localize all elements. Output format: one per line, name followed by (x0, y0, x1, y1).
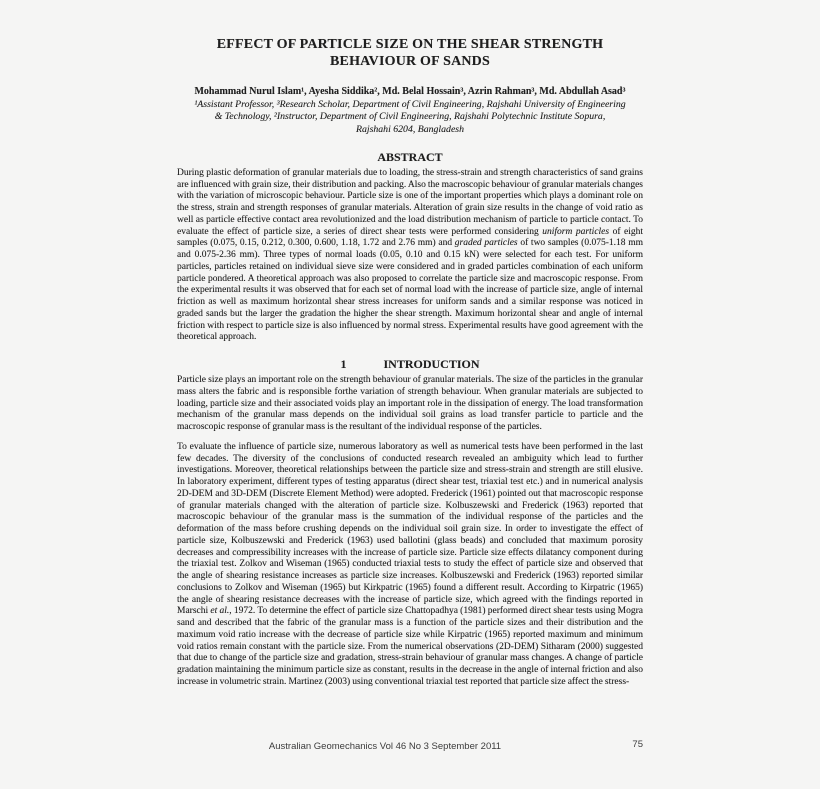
section-number: 1 (340, 357, 347, 372)
affiliation-line-3: Rajshahi 6204, Bangladesh (355, 124, 465, 136)
abstract-heading: ABSTRACT (377, 149, 443, 164)
intro-paragraph-1: Particle size plays an important role on the strength behaviour of granular materials. The size of the particles in the granular mass alters the fabric and is responsible forthe variation of strength behaviour. When granular materials are subjected to loading, particle size and their associated voids play an important role in the dissipation of energy. The load transformation mechanism of the granular mass depends on the individual soil grains as load transfer particle to particle and the macroscopic response of granular mass is the resultant of the individual response of the particles. (177, 375, 643, 433)
journal-line: Australian Geomechanics Vol 46 No 3 September 2011 (268, 741, 502, 752)
section-title: INTRODUCTION (383, 357, 480, 372)
abstract-body: During plastic deformation of granular materials due to loading, the stress-strain and strength characteristics of sand grains are influenced with grain size, their distribution and packing. Also the macroscopic behaviour of granular materials changes with the variation of microscopic behaviour. Particle size is one of the important properties which plays a dominant role on the stress, strain and strength responses of granular materials. Alteration of grain size results in the change of void ratio as well as particle effective contact area revolutionized and the load distribution mechanism of particle to particle contact. To evaluate the effect of particle size, a series of direct shear tests were performed considering uniform particles of eight samples (0.075, 0.15, 0.212, 0.300, 0.600, 1.18, 1.72 and 2.76 mm) and graded particles of two samples (0.075-1.18 mm and 0.075-2.36 mm). Three types of normal loads (0.05, 0.10 and 0.15 kN) were selected for each test. For uniform particles, particles retained on individual sieve size were considered and in graded particles combination of each uniform particle pondered. A theoretical approach was also proposed to correlate the particle size and macroscopic response. From the experimental results it was observed that for each set of normal load with the increase of particle size, angle of internal friction as well as maximum horizontal shear stress increases for uniform sands and a similar response was noticed in graded sands but the larger the gradation the higher the shear strength. Maximum horizontal shear and angle of internal friction with respect to particle size is also influenced by normal stress. Experimental results have good agreement with the theoretical approach. (177, 167, 643, 343)
affiliation-line-1: ¹Assistant Professor, ³Research Scholar, Department of Civil Engineering, Rajshahi University of Engineering (194, 98, 626, 110)
page-footer (177, 741, 643, 752)
paper-title-line-1: EFFECT OF PARTICLE SIZE ON THE SHEAR STRENGTH (216, 37, 604, 52)
page-number: 75 (632, 739, 643, 750)
paper-title-line-2: BEHAVIOUR OF SANDS (330, 54, 490, 69)
intro-paragraph-2: To evaluate the influence of particle size, numerous laboratory as well as numerical tests have been performed in the last few decades. The diversity of the conclusions of conducted research revealed an ambiguity which lead to further investigations. Moreover, theoretical relationships between the particle size and stress-strain and strength are still elusive. In laboratory experiment, different types of testing apparatus (direct shear test, triaxial test etc.) and in numerical analysis 2D-DEM and 3D-DEM (Discrete Element Method) were adopted. Frederick (1961) pointed out that macroscopic response of granular materials changed with the alteration of particle size. Kolbuszewski and Frederick (1963) reported that macroscopic behaviour of the granular mass is the summation of the individual response of the particles and the deformation of the mass before crushing depends on the individual soil grain size. In order to investigate the effect of particle size, Kolbuszewski and Frederick (1963) used ballotini (glass beads) and concluded that maximum porosity decreases and compressibility increases with the increase of particle size. Particle size effects dilatancy component during the triaxial test. Zolkov and Wiseman (1965) conducted triaxial tests to study the effect of particle size and observed that the angle of shearing resistance increases as particle size increases. Kolbuszewski and Frederick (1963) reported similar conclusions to Zolkov and Wiseman (1965) but Kirkpatric (1965) found a different result. According to Kirpatric (1965) the angle of shearing resistance decreases with the increase of particle size, which agreed with the findings reported in Marschi et al., 1972. To determine the effect of particle size Chattopadhya (1981) performed direct shear tests using Mogra sand and described that the fabric of the granular mass is a function of the particle sizes and their distribution and the maximum void ratio increase with the decrease of particle size while Kirpatric (1965) reported maximum and minimum void ratios remain constant with the particle size. From the numerical observations (2D-DEM) Sitharam (2000) suggested that due to change of the particle size and gradation, stress-strain behaviour of granular mass changes. A change of particle gradation maintaining the minimum particle size as constant, results in the decrease in the angle of internal friction and also increase in volumetric strain. Martinez (2003) using conventional triaxial test reported that particle size affect the stress- (177, 441, 643, 687)
affiliation-line-2: & Technology, ²Instructor, Department of Civil Engineering, Rajshahi Polytechnic Institute Sopura, (214, 111, 606, 123)
paper-content-column (177, 0, 643, 689)
introduction-heading (177, 357, 643, 371)
paper-title (177, 36, 643, 70)
affiliation-block (177, 99, 643, 137)
authors-line: Mohammad Nurul Islam¹, Ayesha Siddika², Md. Belal Hossain³, Azrin Rahman³, Md. Abdullah Asad³ (194, 86, 626, 97)
